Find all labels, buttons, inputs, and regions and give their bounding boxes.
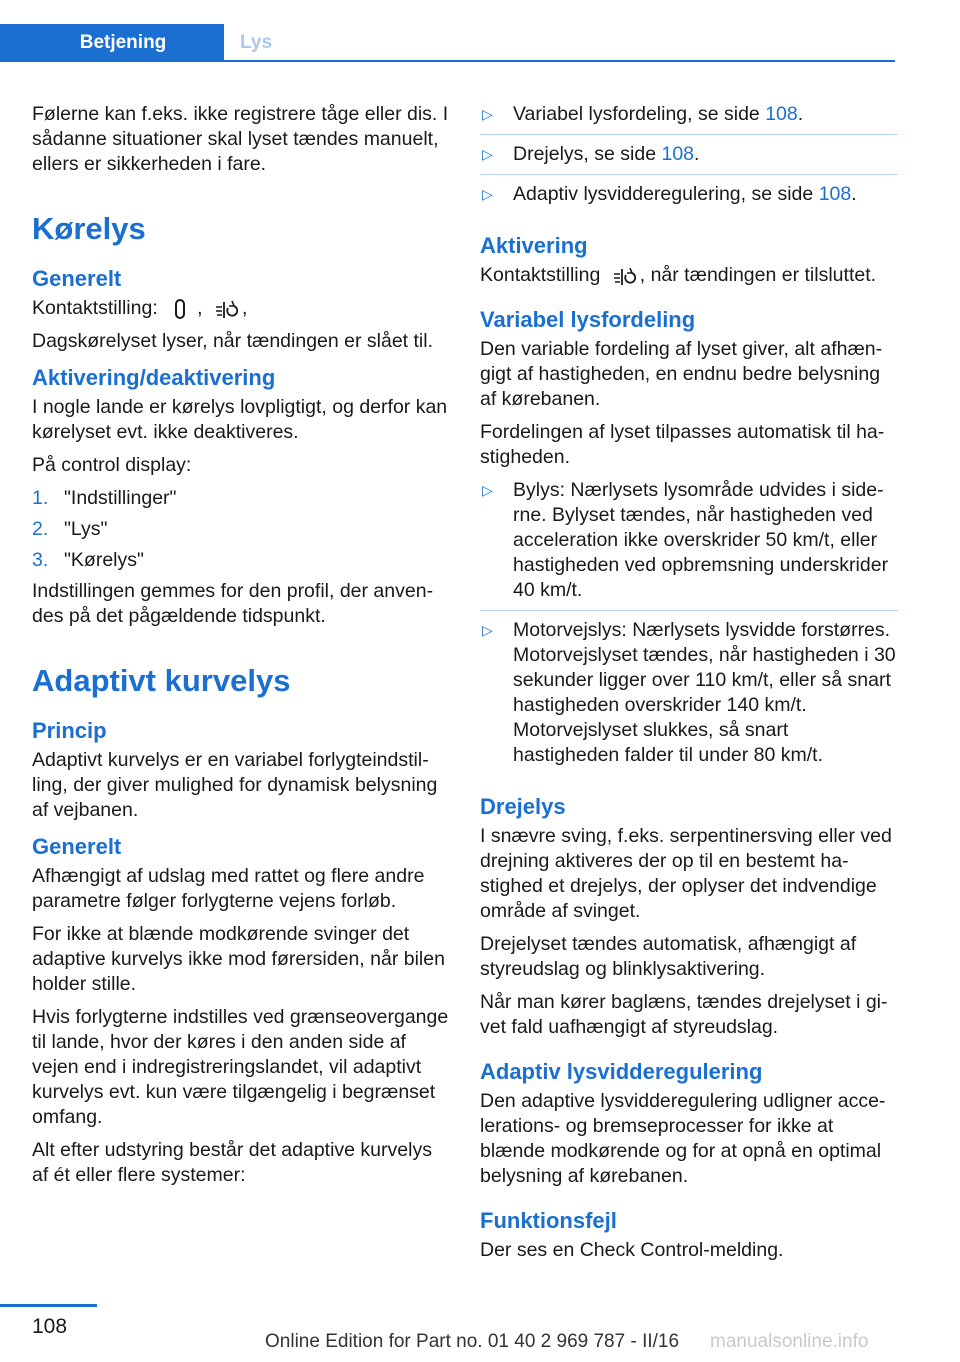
- kurvelys-paragraph-3: Hvis forlygterne indstilles ved grænseovergange til lande, hvor der køres i den anden side af vejen end i indregistreringslandet, vil adaptivt kurvelys evt. kun være tilgængelig i begrænset omfang.: [32, 1006, 449, 1128]
- heading-drejelys: Drejelys: [480, 794, 566, 819]
- list-item-text: [513, 102, 803, 127]
- heading-princip: Princip: [32, 718, 107, 743]
- list-item-text: [513, 142, 699, 167]
- heading-aktivering: Aktivering: [480, 233, 588, 258]
- right-column: [480, 102, 898, 1271]
- dagskorelys-paragraph: Dagskørelyset lyser, når tændingen er slået til.: [32, 330, 434, 352]
- step-text: "Lys": [64, 518, 108, 540]
- aktivering-suffix: , når tændingen er tilsluttet.: [639, 264, 877, 286]
- list-item: [480, 618, 898, 775]
- step-item: [32, 517, 450, 542]
- variabel-paragraph-1: Den variable fordeling af lyset giver, alt afhængigt af hastigheden, en endnu bedre belysning af kørebanen.: [480, 338, 883, 410]
- heading-kurvelys-generelt: Generelt: [32, 834, 122, 859]
- section-tab: [0, 24, 224, 62]
- step-item: [32, 548, 450, 573]
- left-column: [32, 102, 450, 1196]
- heading-variabel-lysfordeling: Variabel lysfordeling: [480, 307, 696, 332]
- heading-korelys-generelt: Generelt: [32, 266, 122, 291]
- page-link[interactable]: 108: [765, 103, 798, 125]
- kurvelys-paragraph-4: Alt efter udstyring består det adaptive kurvelys af ét eller flere systemer:: [32, 1139, 432, 1186]
- aktivering-label: Kontaktstilling: [480, 264, 601, 286]
- system-text: Adaptiv lysvidderegulering, se side: [513, 183, 814, 205]
- step-text: "Kørelys": [64, 549, 144, 571]
- triangle-bullet-icon: ▷: [482, 106, 493, 122]
- aktivering-line: [480, 263, 898, 288]
- list-item-text: Motorvejslys: Nærlysets lysvidde forstørres. Motorvejslyset tændes, når hastigheden i 30 sekunder ligger over 110 km/t, eller så snart hastigheden overskrider 140 km/t. Motorvejslyset slukkes, så snart hastigheden falder til under 80 km/t.: [513, 619, 896, 766]
- step-number: 3.: [32, 549, 49, 571]
- kurvelys-paragraph-2: For ikke at blænde modkørende svinger det adaptive kurvelys ikke mod førersiden, når bilen holder stille.: [32, 923, 445, 995]
- edition-text: Online Edition for Part no. 01 40 2 969 787 - II/16: [265, 1331, 680, 1352]
- systems-list: [480, 102, 898, 214]
- modes-list: [480, 478, 898, 775]
- section-label: Betjening: [79, 32, 167, 53]
- princip-paragraph: Adaptivt kurvelys er en variabel forlygteindstilling, der giver mulighed for dynamisk belysning af vejbanen.: [32, 749, 438, 821]
- triangle-bullet-icon: ▷: [482, 622, 493, 638]
- steps-list: [32, 486, 450, 573]
- list-item: [480, 142, 898, 175]
- list-item: [480, 102, 898, 135]
- drejelys-paragraph-1: I snævre sving, f.eks. serpentinersving eller ved drejning aktiveres der op til en bestemt hastighed et drejelys, der oplyser det indvendige område af svinget.: [480, 825, 892, 922]
- system-text: Variabel lysfordeling, se side: [513, 103, 760, 125]
- heading-adaptiv-lysvidderegulering: Adaptiv lysvidderegulering: [480, 1059, 763, 1084]
- kontakt-sep-1: ,: [197, 297, 203, 319]
- control-display-paragraph: På control display:: [32, 454, 192, 476]
- list-item: [480, 478, 898, 611]
- triangle-bullet-icon: ▷: [482, 482, 493, 498]
- ignition-off-icon: [167, 298, 193, 320]
- step-number: 1.: [32, 487, 49, 509]
- system-end: .: [851, 183, 857, 205]
- page-link[interactable]: 108: [661, 143, 695, 165]
- heading-korelys: Kørelys: [32, 211, 146, 246]
- adaptiv-paragraph-1: Den adaptive lysvidderegulering udligner accelerations- og bremseprocesser for ikke at blænde modkørende og for at opnå en optimal belysning af kørebanen.: [480, 1090, 886, 1187]
- drejelys-paragraph-3: Når man kører baglæns, tændes drejelyset i givet fald uafhængigt af styreudslag.: [480, 991, 888, 1038]
- page-link[interactable]: 108: [818, 183, 852, 205]
- list-item-text: Bylys: Nærlysets lysområde udvides i siderne. Bylyset tændes, når hastigheden ved acceleration ikke overskrider 50 km/t, eller hastigheden ved opbremsning underskrider 40 km/t.: [513, 479, 889, 601]
- page-header: [0, 24, 895, 62]
- kontakt-label: Kontaktstilling:: [32, 297, 158, 319]
- drejelys-paragraph-2: Drejelyset tændes automatisk, afhængigt af styreudslag og blinklysaktivering.: [480, 933, 857, 980]
- step-text: "Indstillinger": [64, 487, 177, 509]
- variabel-paragraph-2: Fordelingen af lyset tilpasses automatisk til hastigheden.: [480, 421, 885, 468]
- footer-rule: [0, 1304, 97, 1307]
- subsection-label: Lys: [240, 32, 273, 53]
- list-item-text: [513, 182, 857, 207]
- triangle-bullet-icon: ▷: [482, 186, 493, 202]
- step-number: 2.: [32, 518, 49, 540]
- list-item: [480, 182, 898, 214]
- triangle-bullet-icon: ▷: [482, 146, 493, 162]
- ignition-on-icon: [610, 265, 636, 287]
- intro-paragraph: Følerne kan f.eks. ikke registrere tåge eller dis. I sådanne situationer skal lyset tændes manuelt, ellers er sikkerheden i fare.: [32, 103, 449, 175]
- saved-paragraph: Indstillingen gemmes for den profil, der anvendes på det pågældende tidspunkt.: [32, 580, 434, 627]
- kontakt-line: [32, 296, 450, 321]
- page-number: 108: [32, 1315, 68, 1338]
- system-text: Drejelys, se side: [513, 143, 657, 165]
- aktivering-paragraph: I nogle lande er kørelys lovpligtigt, og derfor kan kørelyset evt. ikke deaktiveres.: [32, 396, 448, 443]
- watermark: manualsonline.info: [710, 1331, 869, 1352]
- system-end: .: [694, 143, 700, 165]
- ignition-on-icon: [212, 298, 238, 320]
- heading-adaptivt-kurvelys: Adaptivt kurvelys: [32, 663, 291, 698]
- heading-funktionsfejl: Funktionsfejl: [480, 1208, 617, 1233]
- step-item: [32, 486, 450, 511]
- kurvelys-paragraph-1: Afhængigt af udslag med rattet og flere andre parametre følger forlygterne vejens forløb.: [32, 865, 425, 912]
- subsection-tab: [240, 24, 272, 62]
- funktion-paragraph-1: Der ses en Check Control-melding.: [480, 1239, 784, 1261]
- kontakt-sep-2: ,: [242, 297, 248, 319]
- system-end: .: [797, 103, 804, 125]
- heading-aktivering-deaktivering: Aktivering/deaktivering: [32, 365, 276, 390]
